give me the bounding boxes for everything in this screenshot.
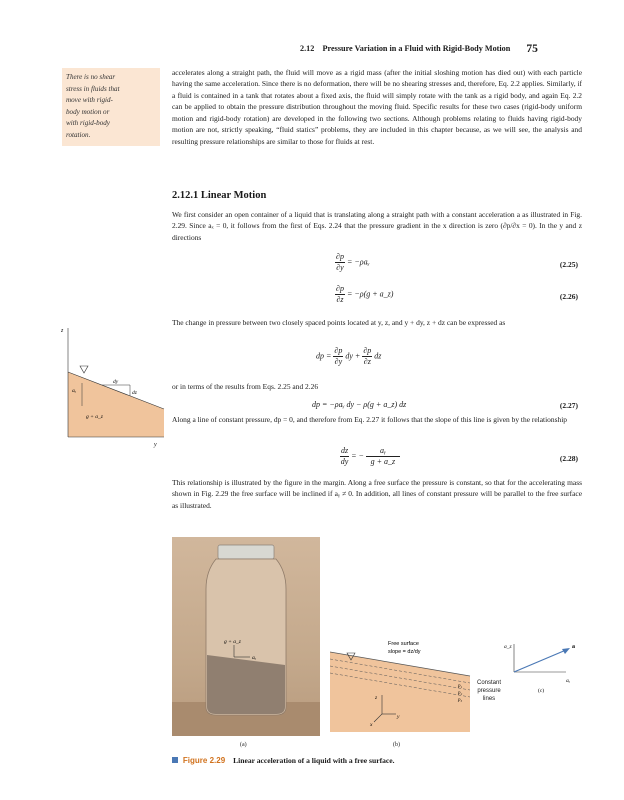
- intro-paragraph: [172, 67, 582, 147]
- paragraph-2-text: The change in pressure between two closely spaced points located at y, z, and y + dy, z + dz can be expressed as: [172, 318, 506, 327]
- fig-b-y-label: y: [397, 714, 400, 720]
- numerator: ∂p: [336, 284, 344, 293]
- denominator: ∂z: [336, 295, 344, 304]
- section-heading: 2.12.1 Linear Motion: [172, 190, 267, 201]
- header-title: Pressure Variation in a Fluid with Rigid-Body Motion: [322, 44, 511, 53]
- rhs: = −ρaᵧ: [346, 257, 370, 267]
- end-term: dz: [374, 351, 382, 361]
- margin-dz-label: dz: [132, 390, 137, 396]
- denominator: g + a_z: [370, 457, 396, 466]
- equation-2-25: [172, 252, 578, 276]
- equation-dp: [172, 346, 578, 372]
- fraction: [366, 446, 400, 467]
- photo-ay-label: aᵧ: [252, 655, 257, 661]
- margin-figure: [58, 320, 173, 450]
- header-section: 2.12: [300, 44, 315, 53]
- paragraph-4-text: Along a line of constant pressure, dp = 0, and therefore from Eq. 2.27 it follows that the slope of this line is given by the relationship: [172, 415, 567, 424]
- margin-g-label: g + a_z: [86, 414, 103, 420]
- margin-note-line: There is no shear: [66, 73, 116, 81]
- equals: = −: [351, 451, 364, 461]
- acceleration-arrowhead: [562, 648, 570, 654]
- free-surface-triangle-icon: [80, 366, 88, 373]
- fig-c-ay-label: aᵧ: [566, 678, 571, 684]
- margin-note-line: with rigid-body: [66, 119, 110, 128]
- lines-text: lines: [482, 696, 496, 702]
- rhs: = −ρ(g + a_z): [346, 289, 394, 299]
- fig-c-az-label: a_z: [504, 644, 512, 650]
- margin-z-label: z: [61, 328, 64, 334]
- fig-b-x-label: x: [370, 722, 373, 728]
- lhs: dp =: [316, 351, 332, 361]
- jar-lid: [218, 545, 274, 559]
- numerator: ∂p: [363, 346, 372, 355]
- numerator: dz: [341, 446, 349, 455]
- numerator: ∂p: [334, 346, 343, 355]
- acceleration-vector: [514, 650, 566, 672]
- paragraph-4: [172, 414, 582, 425]
- intro-text: accelerates along a straight path, the fluid will move as a rigid mass (after the initial sloshing motion has died out) with each particle having the same acceleration. Since there is no deformation, there will be no shearing stresses and, therefore, Eq. 2.2 applies. Similarly, if a fluid is contained in a tank that rotates about a fixed axis, the fluid will simply rotate with the tank as a rigid body, and again Eq. 2.2 can be applied to obtain the pressure distribution throughout the moving fluid. Specific results for these two cases (rigid-body uniform motion and rigid-body rotation) are developed in the following two sections. Although problems relating to fluids having rigid-body motion are not, strictly speaking, “fluid statics” problems, they are included in this chapter because, as we will see, the analysis and resulting pressure relationships are similar to those for fluids at rest.: [172, 68, 582, 146]
- equation-text: dp = −ρaᵧ dy − ρ(g + a_z) dz: [312, 400, 407, 409]
- jar-photo: [172, 537, 320, 736]
- fig-c-a-label: a: [572, 644, 575, 650]
- middle-term: dy +: [345, 351, 361, 361]
- p1-label: p₁: [458, 684, 463, 689]
- equation-2-28: [172, 446, 578, 472]
- paragraph-1-text: We first consider an open container of a liquid that is translating along a straight path with a constant acceleration a as illustrated in Fig. 2.29. Since aₓ = 0, it follows from the first of Eqs. 2.24 that the pressure gradient in the x direction is zero (∂p/∂x = 0). In the y and z directions: [172, 210, 582, 242]
- fraction: [335, 252, 345, 273]
- fig-a-label: (a): [240, 742, 247, 748]
- free-surface-label: Free surface: [388, 641, 419, 647]
- caption-figure-number: Figure 2.29: [182, 756, 226, 765]
- fraction: [340, 446, 349, 467]
- fig-b-z-label: z: [375, 695, 378, 701]
- denominator: ∂y: [336, 263, 344, 272]
- fraction: [362, 346, 372, 367]
- equation-2-27: [172, 400, 578, 414]
- paragraph-5: [172, 477, 582, 511]
- fig-c-label: (c): [538, 688, 545, 694]
- margin-note-line: stress in fluids that: [66, 84, 120, 93]
- numerator: aᵧ: [366, 446, 400, 457]
- equation-number: (2.25): [559, 260, 578, 269]
- constant-text: Constant: [476, 680, 501, 686]
- numerator: ∂p: [336, 252, 344, 261]
- caption-square-icon: [172, 757, 178, 763]
- pressure-text: pressure: [477, 688, 501, 694]
- denominator: dy: [340, 457, 349, 466]
- jar-photo-svg: [172, 537, 320, 736]
- p2-label: p₂: [458, 691, 463, 696]
- figure-b-diagram: [330, 632, 480, 740]
- paragraph-3-text: or in terms of the results from Eqs. 2.25 and 2.26: [172, 382, 319, 391]
- paragraph-2: [172, 317, 582, 328]
- equation-number: (2.26): [559, 292, 578, 301]
- p3-label: p₃: [458, 698, 463, 703]
- margin-note: [62, 68, 160, 146]
- margin-dy-label: dy: [113, 379, 119, 385]
- equation-2-26: [172, 284, 578, 308]
- caption-text: Linear acceleration of a liquid with a free surface.: [233, 756, 395, 765]
- paragraph-1: [172, 209, 582, 243]
- denominator: ∂z: [363, 357, 371, 366]
- running-header: [300, 42, 538, 54]
- paragraph-3: [172, 381, 582, 392]
- denominator: ∂y: [334, 357, 343, 366]
- margin-note-line: rotation.: [66, 130, 91, 139]
- liquid: [207, 655, 285, 714]
- fraction: [333, 346, 343, 367]
- photo-g-label: g + a_z: [224, 639, 241, 645]
- fig-b-label: (b): [393, 742, 400, 748]
- margin-note-line: move with rigid-: [66, 96, 113, 105]
- equation-number: (2.27): [559, 401, 578, 410]
- margin-ay-label: aᵧ: [72, 388, 77, 394]
- margin-y-label: y: [154, 442, 157, 448]
- figure-c-vector-diagram: [500, 640, 582, 700]
- fraction: [335, 284, 345, 305]
- slope-label: slope = dz/dy: [388, 649, 421, 655]
- paragraph-5-text: This relationship is illustrated by the figure in the margin. Along a free surface the pressure is constant, so that for the accelerating mass shown in Fig. 2.29 the free surface will be inclined if aᵧ ≠ 0. In addition, all lines of constant pressure will be parallel to the free surface as illustrated.: [172, 478, 582, 510]
- figure-caption: [172, 756, 395, 765]
- page-number: 75: [526, 43, 538, 55]
- equation-number: (2.28): [559, 454, 578, 463]
- margin-note-line: body motion or: [66, 107, 110, 116]
